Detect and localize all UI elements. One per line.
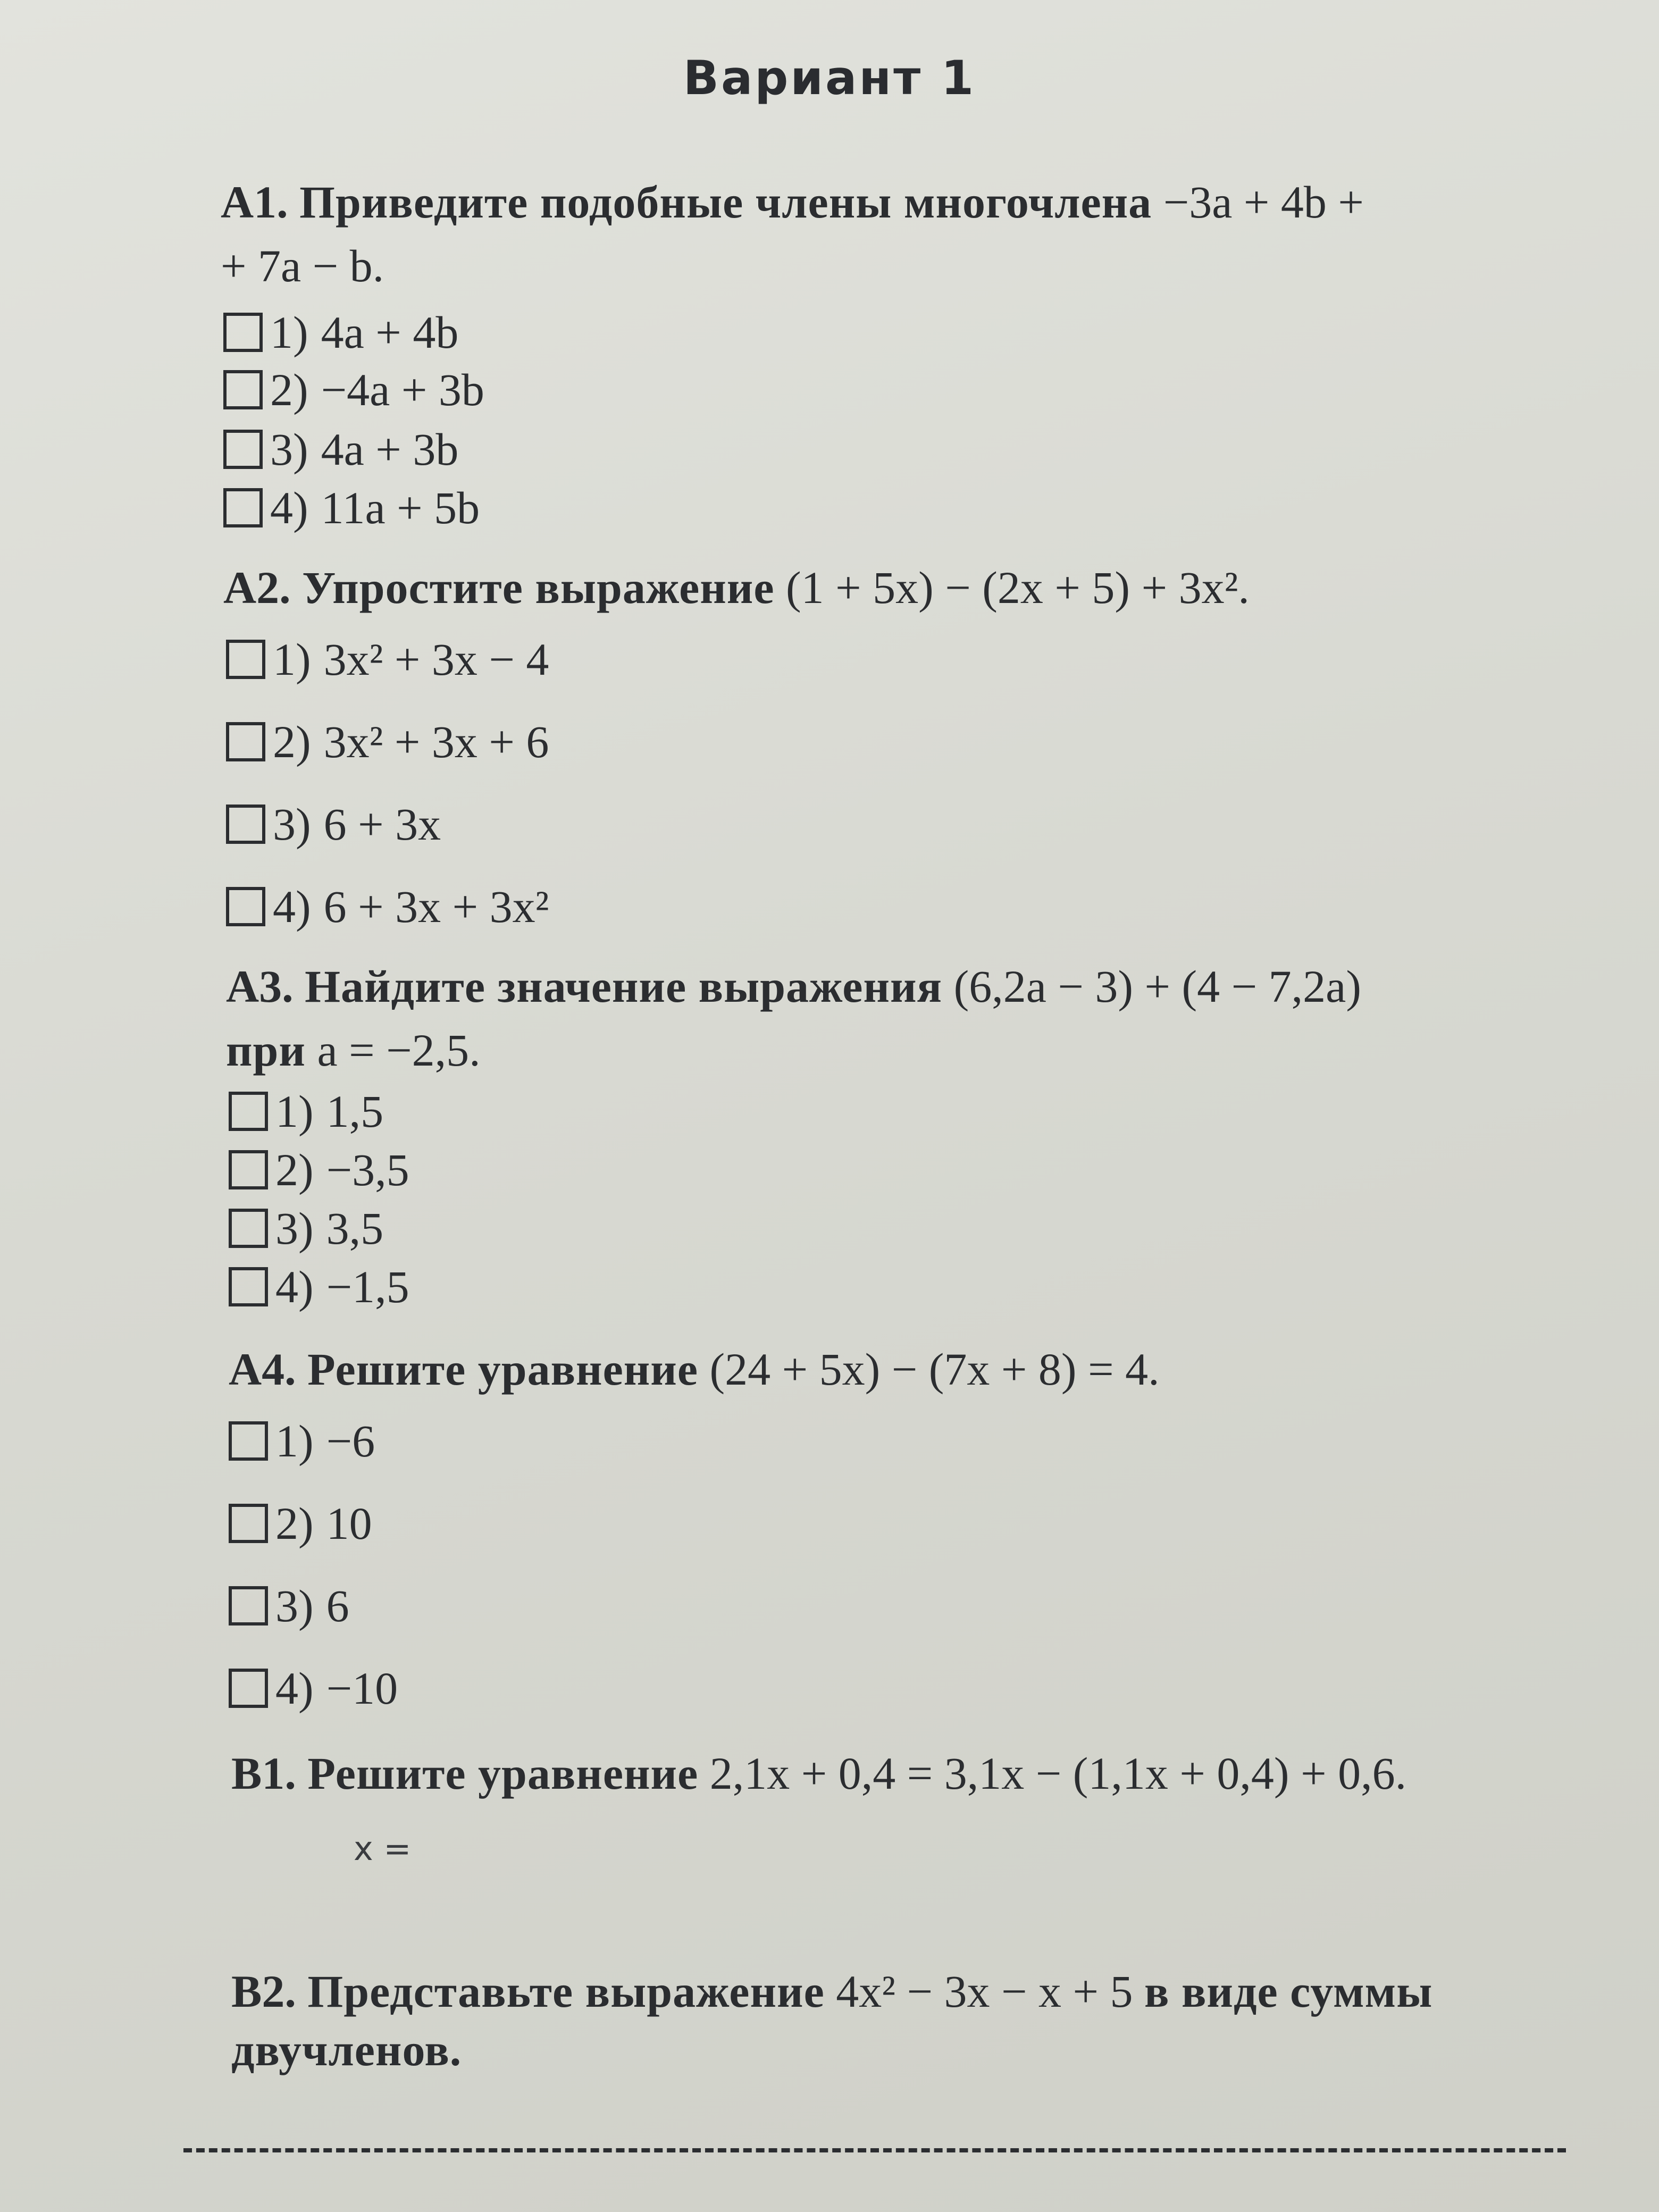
option-a2-4[interactable] (226, 880, 549, 933)
question-a2-expression: (1 + 5x) − (2x + 5) + 3x². (786, 562, 1250, 613)
question-b2-text-line2: двучленов. (231, 2024, 462, 2075)
option-number: 3) (270, 424, 308, 475)
option-a3-3[interactable] (229, 1202, 383, 1255)
answer-checkbox[interactable] (223, 488, 263, 527)
option-value: 6 + 3x + 3x² (323, 881, 549, 932)
option-value: 3,5 (326, 1203, 384, 1254)
option-a4-4[interactable] (229, 1662, 398, 1715)
option-value: 3x² + 3x − 4 (323, 634, 549, 685)
answer-checkbox[interactable] (229, 1209, 268, 1248)
question-b2-text-after: в виде суммы (1144, 1966, 1433, 2017)
question-b2-number: В2. (231, 1966, 296, 2017)
answer-checkbox[interactable] (226, 887, 265, 926)
option-number: 2) (275, 1498, 314, 1549)
answer-checkbox[interactable] (229, 1150, 268, 1189)
question-a3-text: Найдите значение выражения (305, 961, 943, 1012)
question-b1-expression: 2,1x + 0,4 = 3,1x − (1,1x + 0,4) + 0,6. (709, 1748, 1407, 1799)
option-number: 4) (275, 1261, 314, 1312)
question-a3-expression: (6,2a − 3) + (4 − 7,2a) (953, 961, 1361, 1012)
question-a2 (223, 558, 1250, 617)
question-a1-expression-line1: −3a + 4b + (1163, 177, 1364, 228)
option-value: 11a + 5b (321, 482, 480, 533)
question-a4-text: Решите уравнение (307, 1344, 699, 1395)
answer-label-x: x = (354, 1829, 412, 1868)
option-number: 2) (273, 716, 311, 767)
answer-checkbox[interactable] (223, 370, 263, 409)
option-value: −1,5 (326, 1261, 409, 1312)
option-a4-2[interactable] (229, 1497, 372, 1550)
option-a2-2[interactable] (226, 715, 549, 768)
question-b1-text: Решите уравнение (307, 1748, 699, 1799)
question-b2-text: Представьте выражение (307, 1966, 825, 2017)
option-a3-4[interactable] (229, 1260, 409, 1313)
answer-checkbox[interactable] (226, 722, 265, 761)
answer-checkbox[interactable] (229, 1586, 268, 1626)
question-b2-expression: 4x² − 3x − x + 5 (836, 1966, 1133, 2017)
question-b2-continuation (231, 2021, 462, 2079)
option-number: 4) (273, 881, 311, 932)
variant-title: Вариант 1 (683, 51, 976, 105)
answer-checkbox[interactable] (226, 805, 265, 844)
question-a1 (221, 173, 1364, 231)
option-a3-2[interactable] (229, 1143, 409, 1196)
option-number: 1) (270, 307, 308, 358)
question-b2 (231, 1962, 1432, 2021)
option-a4-3[interactable] (229, 1579, 349, 1632)
answer-checkbox[interactable] (229, 1267, 268, 1306)
question-a3-number: А3. (226, 961, 294, 1012)
question-a1-expression-line2: + 7a − b. (221, 240, 384, 291)
answer-checkbox[interactable] (229, 1421, 268, 1461)
question-a2-number: А2. (223, 562, 291, 613)
option-number: 1) (273, 634, 311, 685)
option-value: 6 (326, 1580, 349, 1631)
option-number: 4) (275, 1663, 314, 1714)
answer-checkbox[interactable] (223, 313, 263, 352)
question-a4-number: А4. (229, 1344, 296, 1395)
option-value: 3x² + 3x + 6 (323, 716, 549, 767)
option-number: 1) (275, 1086, 314, 1137)
question-b1 (231, 1744, 1406, 1803)
answer-checkbox[interactable] (223, 430, 263, 469)
question-a3-continuation (226, 1021, 481, 1079)
option-value: 4a + 4b (321, 307, 459, 358)
option-number: 2) (270, 364, 308, 415)
answer-checkbox[interactable] (229, 1504, 268, 1543)
option-a3-1[interactable] (229, 1085, 383, 1138)
option-value: −10 (326, 1663, 398, 1714)
option-a2-1[interactable] (226, 633, 549, 686)
option-a1-2[interactable] (223, 363, 484, 416)
option-number: 4) (270, 482, 308, 533)
answer-checkbox[interactable] (229, 1669, 268, 1708)
option-number: 3) (273, 799, 311, 850)
answer-checkbox[interactable] (229, 1092, 268, 1131)
option-value: 4a + 3b (321, 424, 459, 475)
option-number: 1) (275, 1415, 314, 1467)
question-a4-expression: (24 + 5x) − (7x + 8) = 4. (709, 1344, 1160, 1395)
option-value: −3,5 (326, 1144, 409, 1195)
option-value: −4a + 3b (321, 364, 484, 415)
question-b1-number: В1. (231, 1748, 296, 1799)
option-value: 10 (326, 1498, 372, 1549)
option-a4-1[interactable] (229, 1414, 375, 1468)
option-a1-3[interactable] (223, 423, 458, 476)
question-a3 (226, 957, 1361, 1016)
answer-line[interactable] (183, 2148, 1566, 2152)
option-number: 2) (275, 1144, 314, 1195)
option-value: −6 (326, 1415, 375, 1467)
option-number: 3) (275, 1203, 314, 1254)
question-a4 (229, 1340, 1160, 1398)
question-a1-text: Приведите подобные члены многочлена (299, 177, 1152, 228)
option-value: 1,5 (326, 1086, 384, 1137)
option-a1-4[interactable] (223, 481, 480, 534)
question-a3-condition-text: при (226, 1025, 306, 1076)
option-a2-3[interactable] (226, 798, 441, 851)
question-a2-text: Упростите выражение (302, 562, 775, 613)
question-a1-continuation (221, 237, 384, 295)
option-value: 6 + 3x (323, 799, 441, 850)
answer-checkbox[interactable] (226, 640, 265, 679)
option-number: 3) (275, 1580, 314, 1631)
question-a1-number: А1. (221, 177, 288, 228)
question-a3-condition-expression: a = −2,5. (317, 1025, 481, 1076)
option-a1-1[interactable] (223, 306, 458, 359)
